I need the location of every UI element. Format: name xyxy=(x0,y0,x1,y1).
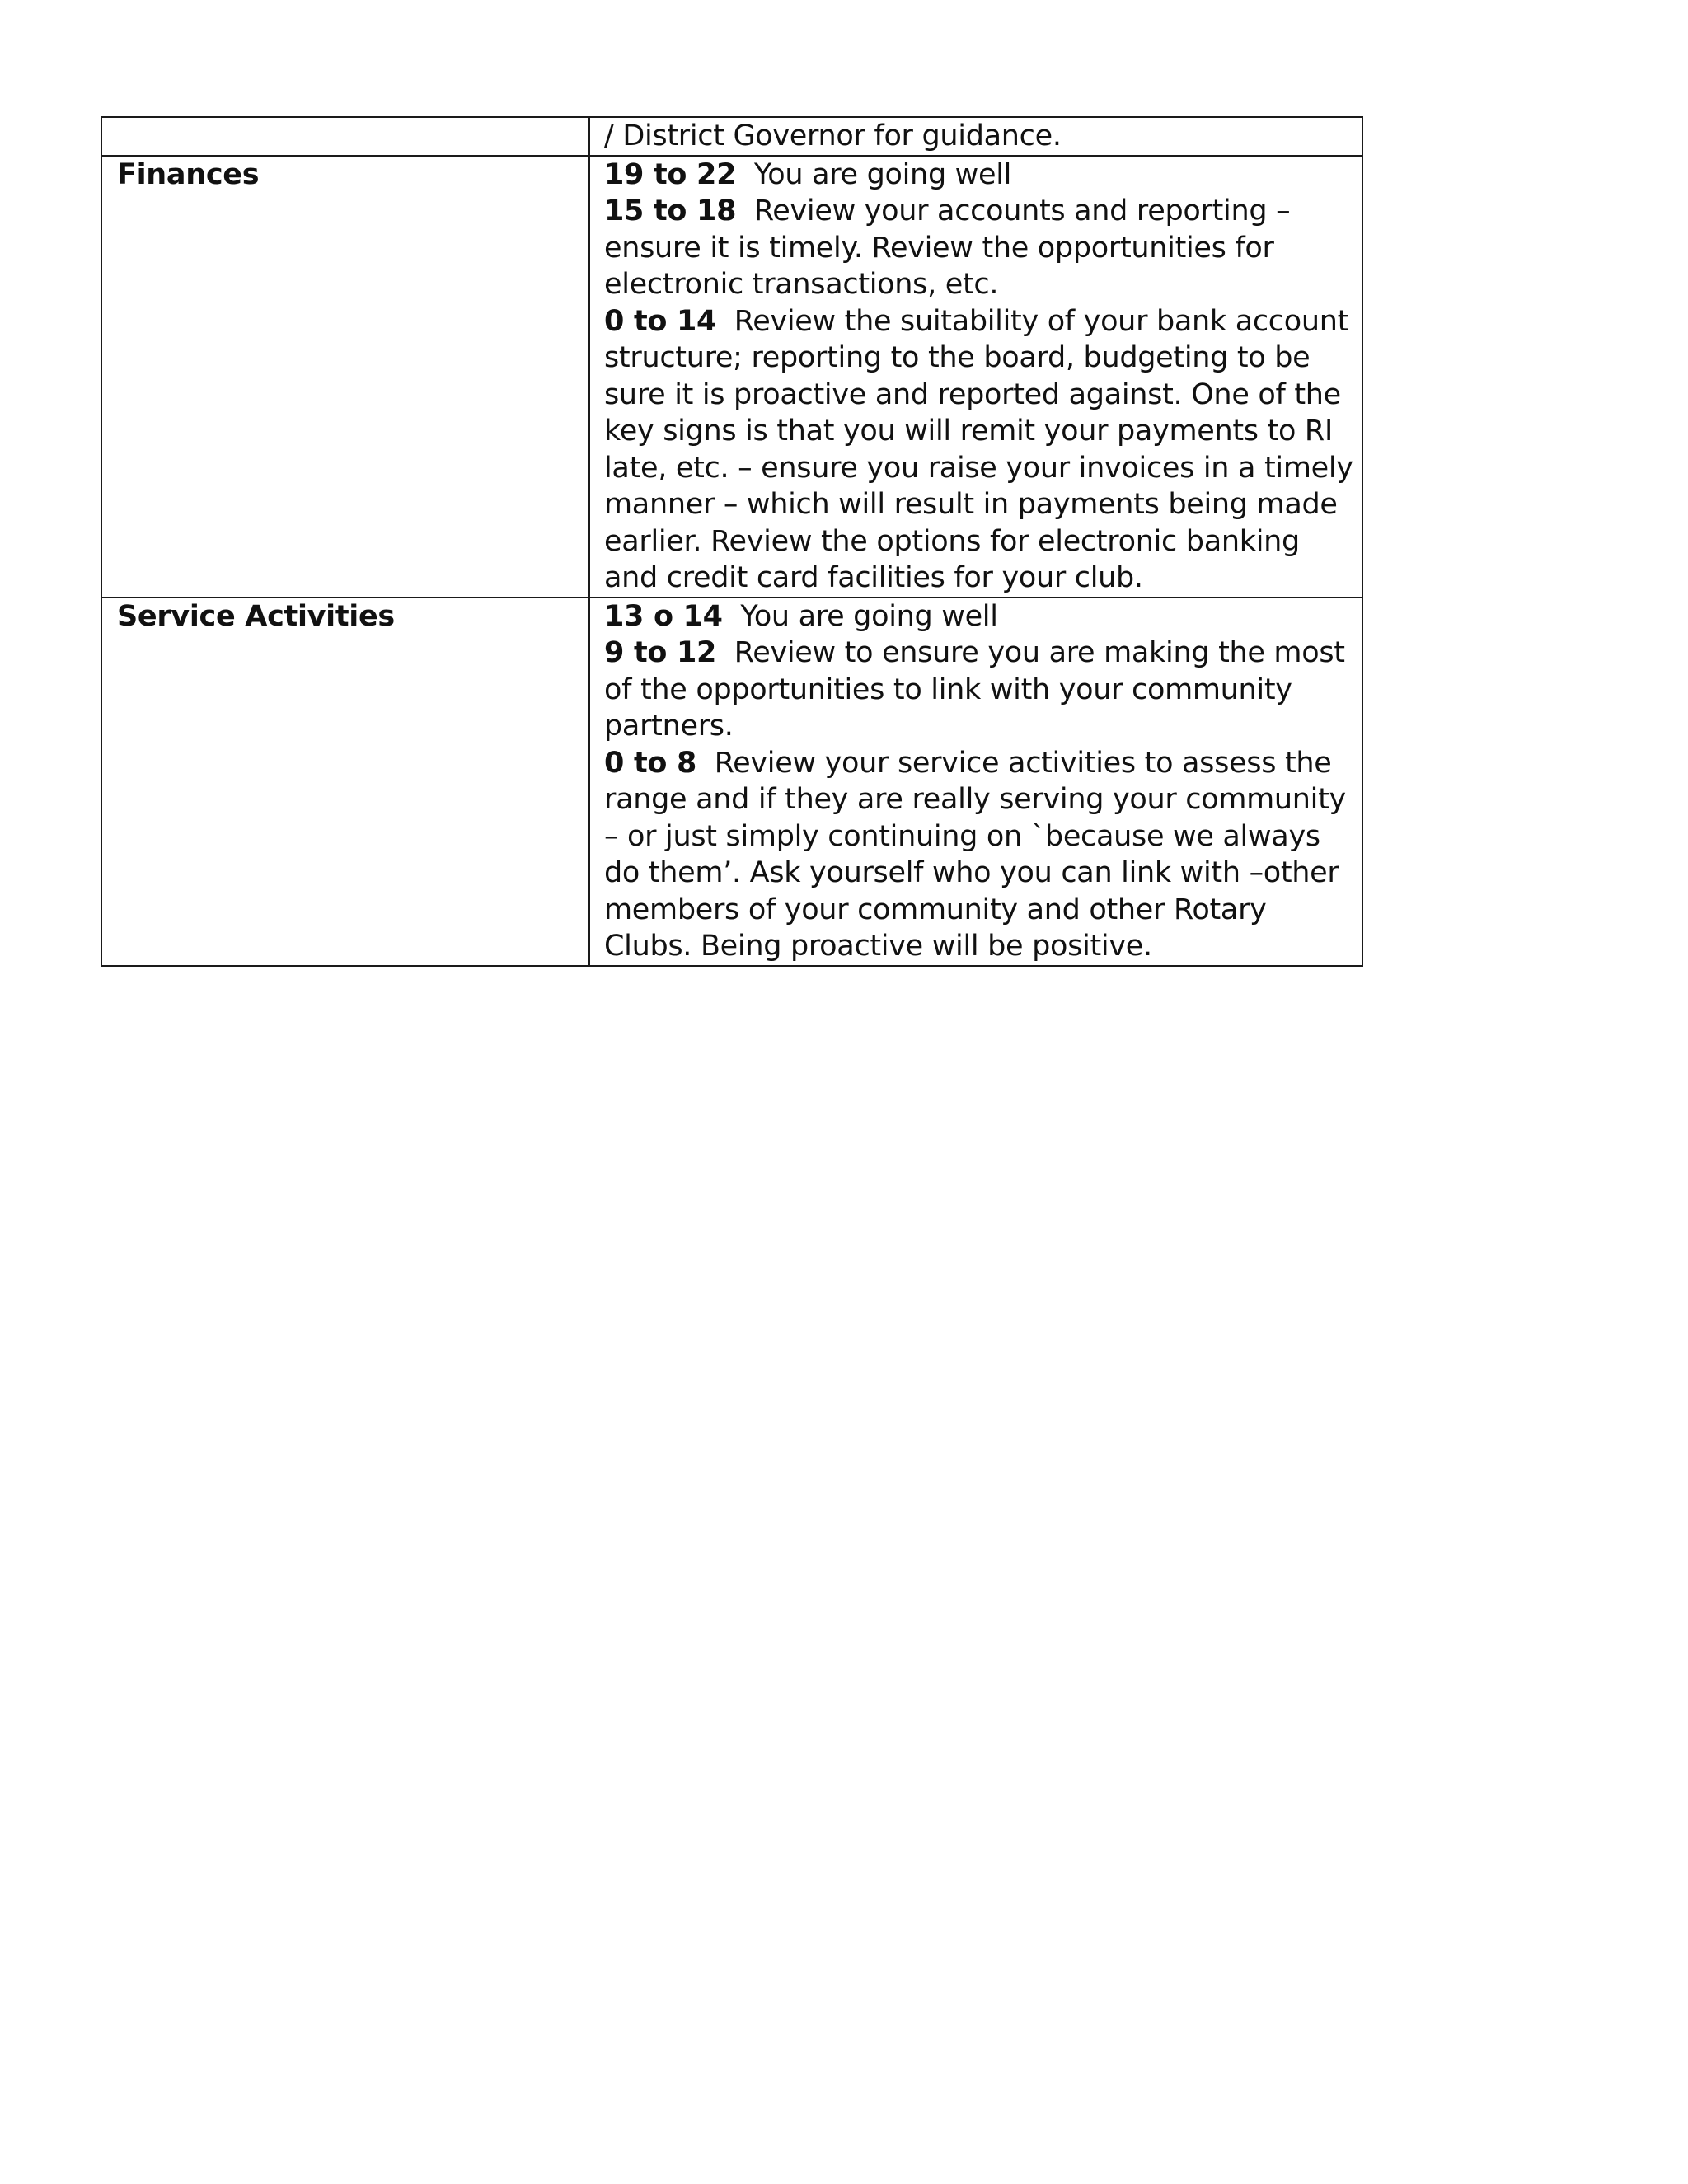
guidance-entry xyxy=(604,118,1353,155)
score-range: 15 to 18 xyxy=(604,194,737,227)
guidance-text: You are going well xyxy=(753,157,1012,191)
row-guidance-finances xyxy=(589,156,1362,598)
score-range: 0 to 14 xyxy=(604,304,717,338)
guidance-text: / District Governor for guidance. xyxy=(604,120,1062,152)
row-guidance-service-activities xyxy=(589,598,1362,966)
guidance-entry xyxy=(604,193,1353,303)
score-range: 19 to 22 xyxy=(604,157,737,191)
table-row xyxy=(101,117,1362,156)
score-range: 9 to 12 xyxy=(604,636,717,669)
guidance-text: Review your service activities to assess the range and if they are really serving your community – or just simply continuing on `because we always do them’. Ask yourself who you can link with –other members of your community and other Rotary Clubs. Being proactive will be positive. xyxy=(604,746,1346,963)
row-label-service-activities: Service Activities xyxy=(101,598,589,966)
guidance-text: Review the suitability of your bank account structure; reporting to the board, budgeting to be sure it is proactive and reported against. One of the key signs is that you will remit your payments to RI late, etc. – ensure you raise your invoices in a timely manner – which will result in payments being made earlier. Review the options for electronic banking and credit card facilities for your club. xyxy=(604,304,1353,594)
score-range: 0 to 8 xyxy=(604,746,697,780)
table-row xyxy=(101,598,1362,966)
row-guidance xyxy=(589,117,1362,156)
guidance-entry xyxy=(604,745,1353,965)
guidance-text: You are going well xyxy=(740,599,998,633)
guidance-entry xyxy=(604,303,1353,597)
guidance-entry xyxy=(604,635,1353,745)
guidance-entry xyxy=(604,157,1353,194)
row-label-finances: Finances xyxy=(101,156,589,598)
guidance-text: Review your accounts and reporting – ensure it is timely. Review the opportunities for electronic transactions, etc. xyxy=(604,194,1291,301)
guidance-entry xyxy=(604,598,1353,635)
score-range: 13 o 14 xyxy=(604,599,723,633)
row-label xyxy=(101,117,589,156)
guidance-table xyxy=(101,116,1363,967)
table-row xyxy=(101,156,1362,598)
guidance-text: Review to ensure you are making the most of the opportunities to link with your community partners. xyxy=(604,636,1345,743)
